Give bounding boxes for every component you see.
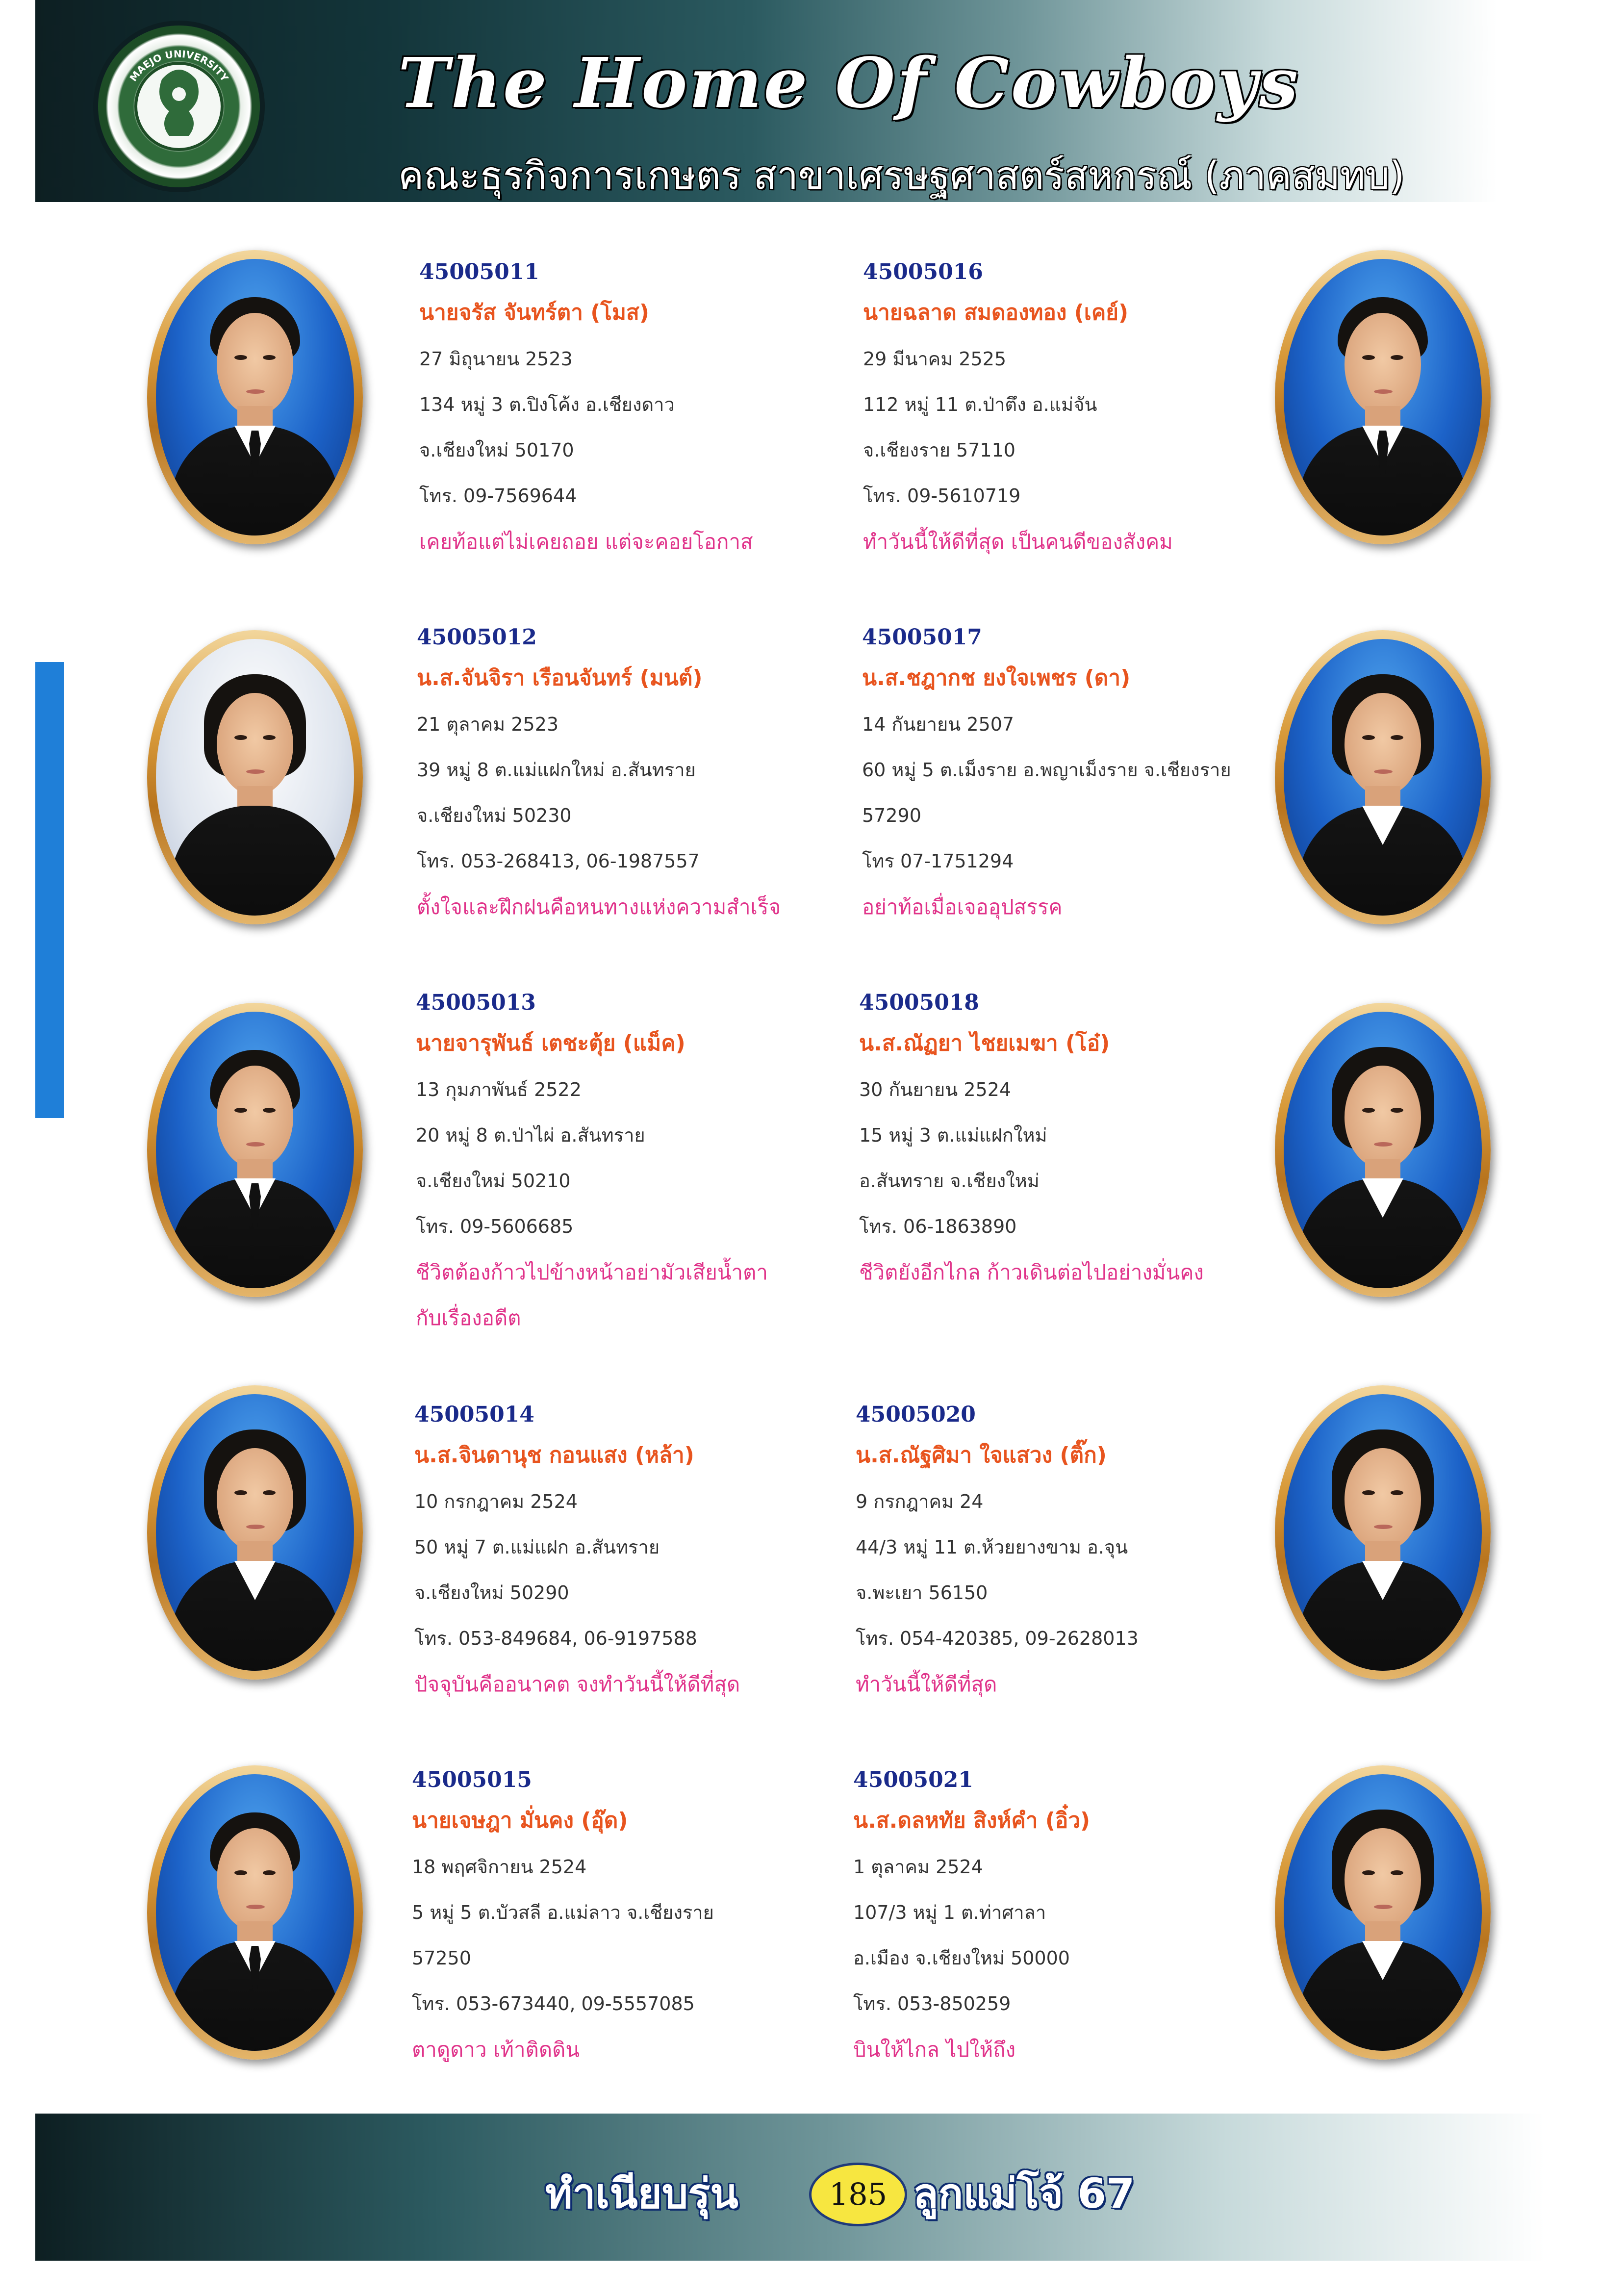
phone: โทร 07-1751294 [862, 850, 1014, 872]
student-name: นายฉลาด สมดองทอง (เคย์) [863, 300, 1129, 325]
address-line: 60 หมู่ 5 ต.เม็งราย อ.พญาเม็งราย จ.เชียงราย [862, 759, 1231, 781]
student-name: น.ส.จินดานุช กอนแสง (หล้า) [414, 1443, 694, 1468]
portrait-45005021 [1275, 1765, 1491, 2060]
motto: ทำวันนี้ให้ดีที่สุด เป็นคนดีของสังคม [863, 530, 1173, 554]
phone: โทร. 09-5610719 [863, 485, 1021, 507]
address-line: 20 หมู่ 8 ต.ป่าไผ่ อ.สันทราย [416, 1124, 645, 1146]
address-line: จ.เชียงใหม่ 50230 [417, 805, 572, 826]
phone: โทร. 053-850259 [853, 1993, 1011, 2014]
student-id: 45005017 [862, 625, 982, 650]
student-name: นายจารุพันธ์ เตชะตุ้ย (แม็ค) [416, 1031, 685, 1056]
address-line: 112 หมู่ 11 ต.ป่าตึง อ.แม่จัน [863, 394, 1097, 415]
phone: โทร. 06-1863890 [859, 1216, 1017, 1237]
student-name: น.ส.ดลหทัย สิงห์คำ (อิ๋ว) [853, 1808, 1091, 1833]
student-name: น.ส.ณัฏยา ไชยเมฆา (โอ๋) [859, 1031, 1110, 1056]
seal-emblem-icon [98, 26, 260, 187]
yearbook-label: ทำเนียบรุ่น [545, 2169, 738, 2218]
motto: ชีวิตต้องก้าวไปข้างหน้าอย่ามัวเสียน้ำตา [416, 1260, 768, 1284]
motto: ตั้งใจและฝึกฝนคือหนทางแห่งความสำเร็จ [417, 895, 781, 919]
phone: โทร. 053-268413, 06-1987557 [417, 850, 700, 872]
address-line: 5 หมู่ 5 ต.บัวสลี อ.แม่ลาว จ.เชียงราย [412, 1902, 714, 1923]
birth-date: 21 ตุลาคม 2523 [417, 714, 558, 735]
portrait-45005011 [147, 250, 363, 544]
student-entry [416, 986, 768, 1341]
student-id: 45005021 [853, 1767, 973, 1792]
student-id: 45005020 [856, 1402, 976, 1427]
student-id: 45005015 [412, 1767, 532, 1792]
portrait-45005014 [147, 1385, 363, 1680]
student-id: 45005013 [416, 990, 536, 1015]
portrait-45005020 [1275, 1385, 1491, 1680]
student-entry [853, 1763, 1090, 2072]
page-header [35, 0, 1624, 202]
portrait-45005015 [147, 1765, 363, 2060]
address-line: จ.เชียงใหม่ 50210 [416, 1170, 571, 1192]
student-entry [412, 1763, 714, 2072]
address-line: 44/3 หมู่ 11 ต.ห้วยยางขาม อ.จุน [856, 1536, 1128, 1558]
address-line: อ.สันทราย จ.เชียงใหม่ [859, 1170, 1040, 1192]
address-line: อ.เมือง จ.เชียงใหม่ 50000 [853, 1947, 1070, 1969]
phone: โทร. 09-7569644 [419, 485, 577, 507]
phone: โทร. 09-5606685 [416, 1216, 574, 1237]
portrait-45005012 [147, 630, 363, 924]
student-entry [856, 1398, 1139, 1707]
birth-date: 1 ตุลาคม 2524 [853, 1856, 983, 1878]
portrait-45005016 [1275, 250, 1491, 544]
portrait-45005017 [1275, 630, 1491, 924]
university-seal [98, 26, 260, 187]
page-number: 185 [809, 2163, 907, 2226]
birth-date: 9 กรกฎาคม 24 [856, 1491, 984, 1512]
student-name: นายจรัส จันทร์ตา (โมส) [419, 300, 649, 325]
address-line: 57250 [412, 1947, 471, 1969]
student-entry [417, 620, 781, 930]
motto: ชีวิตยังอีกไกล ก้าวเดินต่อไปอย่างมั่นคง [859, 1260, 1204, 1284]
address-line: 107/3 หมู่ 1 ต.ท่าศาลา [853, 1902, 1046, 1923]
student-entry [863, 255, 1173, 564]
birth-date: 30 กันยายน 2524 [859, 1079, 1012, 1100]
class-label: ลูกแม่โจ้ 67 [913, 2169, 1135, 2218]
faculty-subtitle: คณะธุรกิจการเกษตร สาขาเศรษฐศาสตร์สหกรณ์ (ภาคสมทบ) [398, 154, 1405, 198]
student-id: 45005018 [859, 990, 979, 1015]
phone: โทร. 054-420385, 09-2628013 [856, 1628, 1139, 1649]
portrait-45005013 [147, 1003, 363, 1297]
address-line: จ.พะเยา 56150 [856, 1582, 988, 1604]
page-footer [35, 2114, 1624, 2261]
portrait-45005018 [1275, 1003, 1491, 1297]
address-line: 57290 [862, 805, 921, 826]
birth-date: 18 พฤศจิกายน 2524 [412, 1856, 587, 1878]
birth-date: 13 กุมภาพันธ์ 2522 [416, 1079, 582, 1100]
address-line: 50 หมู่ 7 ต.แม่แฝก อ.สันทราย [414, 1536, 660, 1558]
student-id: 45005012 [417, 625, 537, 650]
address-line: 15 หมู่ 3 ต.แม่แฝกใหม่ [859, 1124, 1047, 1146]
student-name: น.ส.ณัฐศิมา ใจแสวง (ติ๊ก) [856, 1443, 1107, 1468]
side-accent-bar [35, 662, 64, 1118]
birth-date: 10 กรกฎาคม 2524 [414, 1491, 578, 1512]
birth-date: 29 มีนาคม 2525 [863, 348, 1007, 370]
page-title: The Home Of Cowboys [398, 43, 1300, 124]
address-line: 39 หมู่ 8 ต.แม่แฝกใหม่ อ.สันทราย [417, 759, 696, 781]
student-name: น.ส.จันจิรา เรือนจันทร์ (มนต์) [417, 665, 703, 690]
student-id: 45005016 [863, 259, 983, 284]
student-name: น.ส.ชฎากช ยงใจเพชร (ดา) [862, 665, 1131, 690]
student-entry [414, 1398, 740, 1707]
phone: โทร. 053-849684, 06-9197588 [414, 1628, 697, 1649]
address-line: จ.เชียงใหม่ 50290 [414, 1582, 569, 1604]
student-entry [859, 986, 1204, 1295]
address-line: 134 หมู่ 3 ต.ปิงโค้ง อ.เชียงดาว [419, 394, 675, 415]
address-line: จ.เชียงราย 57110 [863, 439, 1015, 461]
seal-text: MAEJO UNIVERSITY [127, 48, 231, 84]
student-entry [419, 255, 753, 564]
motto: ทำวันนี้ให้ดีที่สุด [856, 1672, 997, 1696]
motto: อย่าท้อเมื่อเจออุปสรรค [862, 895, 1063, 919]
student-name: นายเจษฎา มั่นคง (อุ๊ด) [412, 1808, 628, 1833]
motto: กับเรื่องอดีต [416, 1306, 521, 1330]
birth-date: 14 กันยายน 2507 [862, 714, 1015, 735]
birth-date: 27 มิถุนายน 2523 [419, 348, 573, 370]
motto: เคยท้อแต่ไม่เคยถอย แต่จะคอยโอกาส [419, 530, 753, 554]
motto: ปัจจุบันคืออนาคต จงทำวันนี้ให้ดีที่สุด [414, 1672, 740, 1696]
address-line: จ.เชียงใหม่ 50170 [419, 439, 574, 461]
motto: ตาดูดาว เท้าติดดิน [412, 2038, 580, 2062]
student-id: 45005011 [419, 259, 539, 284]
motto: บินให้ไกล ไปให้ถึง [853, 2038, 1016, 2062]
phone: โทร. 053-673440, 09-5557085 [412, 1993, 695, 2014]
student-entry [862, 620, 1231, 930]
student-id: 45005014 [414, 1402, 534, 1427]
